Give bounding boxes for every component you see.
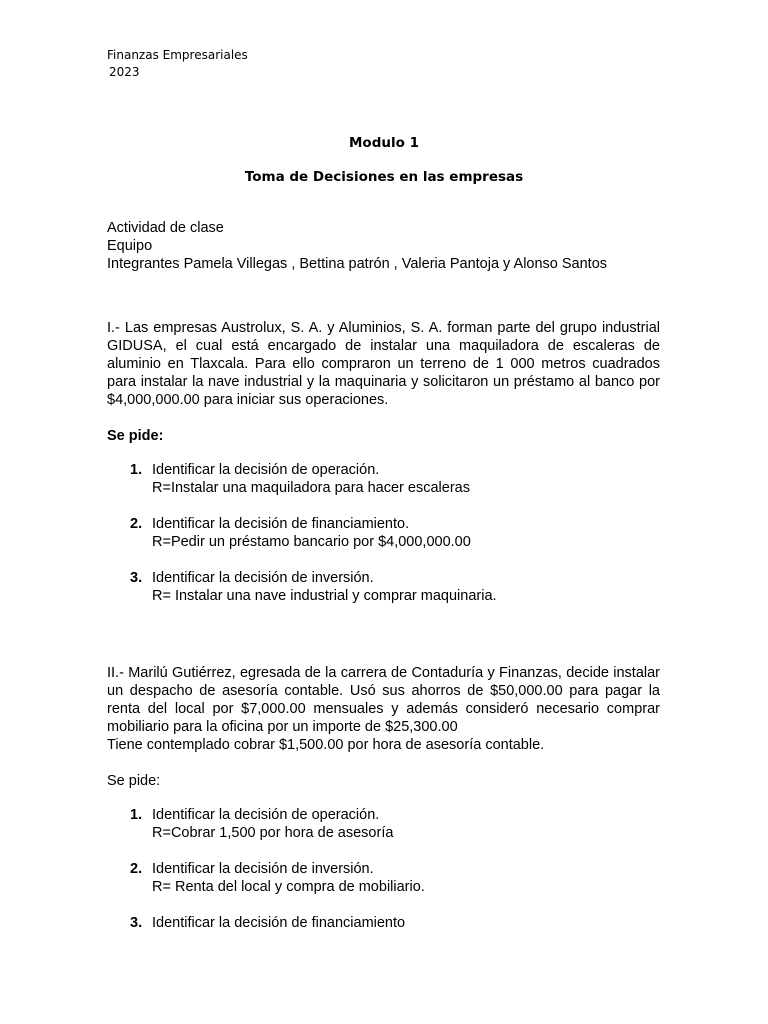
case-1-paragraph: I.- Las empresas Austrolux, S. A. y Aluminios, S. A. forman parte del grupo industrial GIDUSA, el cual está encargado de instalar una maquiladora de escaleras de aluminio en Tlaxcala. Para ello compraron un terreno de 1 000 metros cuadrados para instalar la nave industrial y la maquinaria y solicitaron un préstamo al banco por $4,000,000.00 para iniciar sus operaciones. [107,320,660,408]
item-number: 3. [130,915,143,931]
header-subject: Finanzas Empresariales [107,48,248,62]
item-question: Identificar la decisión de inversión. [152,861,374,877]
item-answer: R=Pedir un préstamo bancario por $4,000,000.00 [152,534,471,550]
item-answer: R=Instalar una maquiladora para hacer escaleras [152,480,470,496]
item-question: Identificar la decisión de operación. [152,807,380,823]
item-answer: R= Renta del local y compra de mobiliario. [152,879,425,895]
item-question: Identificar la decisión de operación. [152,462,380,478]
item-number: 2. [130,516,143,532]
case-2-paragraph-2: Tiene contemplado cobrar $1,500.00 por hora de asesoría contable. [107,737,545,753]
case-2-paragraph: II.- Marilú Gutiérrez, egresada de la carrera de Contaduría y Finanzas, decide instalar un despacho de asesoría contable. Usó sus ahorros de $50,000.00 para pagar la renta del local por $7,000.00 mensuales y además consideró necesario comprar mobiliario para la oficina por un importe de $25,300.00 [107,665,660,735]
case-2-text [107,664,660,754]
activity-info [107,219,660,273]
item-number: 1. [130,807,143,823]
item-question: Identificar la decisión de financiamiento [152,915,406,931]
case-1-question-list [130,461,670,623]
list-item [130,806,670,842]
case-1-se-pide: Se pide: [107,428,164,444]
item-number: 1. [130,462,143,478]
item-answer: R= Instalar una nave industrial y comprar maquinaria. [152,588,497,604]
members-line: Integrantes Pamela Villegas , Bettina patrón , Valeria Pantoja y Alonso Santos [107,256,608,272]
activity-line: Actividad de clase [107,220,224,236]
list-item [130,515,670,551]
team-line: Equipo [107,238,153,254]
item-question: Identificar la decisión de inversión. [152,570,374,586]
list-item [130,860,670,896]
header-year: 2023 [109,65,140,79]
list-item [130,569,670,605]
case-2-se-pide: Se pide: [107,773,161,789]
list-item [130,914,670,932]
topic-title: Toma de Decisiones en las empresas [244,169,524,185]
item-number: 2. [130,861,143,877]
item-question: Identificar la decisión de financiamiento. [152,516,410,532]
item-number: 3. [130,570,143,586]
list-item [130,461,670,497]
case-2-question-list [130,806,670,950]
module-title: Modulo 1 [349,135,419,151]
page-header [107,47,248,81]
item-answer: R=Cobrar 1,500 por hora de asesoría [152,825,394,841]
